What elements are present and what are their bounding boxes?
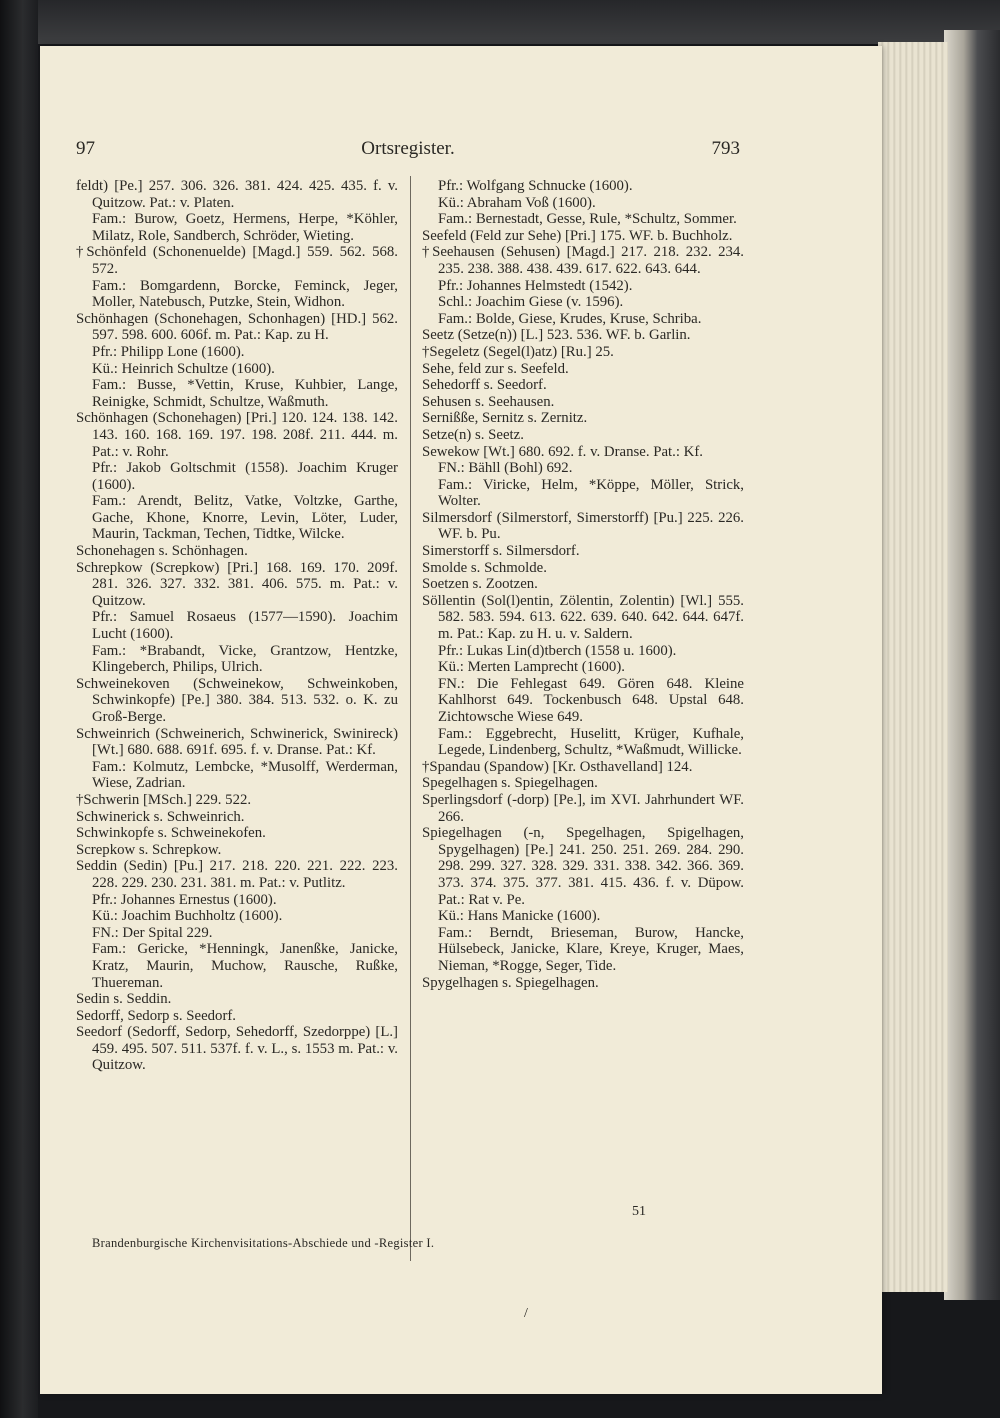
index-subentry: Fam.: Viricke, Helm, *Köppe, Möller, Strick, Wolter.: [438, 476, 744, 510]
book-cover-top: [38, 0, 1000, 44]
index-subentry: Fam.: Kolmutz, Lembcke, *Musolff, Werderman, Wiese, Zadrian.: [92, 758, 398, 792]
index-subentry: Pfr.: Wolfgang Schnucke (1600).: [438, 178, 633, 194]
index-entry: Seedorf (Sedorff, Sedorp, Sehedorff, Szedorppe) [L.] 459. 495. 507. 511. 537f. f. v. L., s. 1553 m. Pat.: v. Quitzow.: [76, 1024, 398, 1074]
index-entry: Seddin (Sedin) [Pu.] 217. 218. 220. 221. 222. 223. 228. 229. 230. 231. 381. m. Pat.: v. Putlitz.: [76, 858, 398, 891]
index-subentry: Fam.: Eggebrecht, Huselitt, Krüger, Kufhale, Legede, Lindenberg, Schultz, *Waßmudt, Willicke.: [438, 725, 744, 759]
right-page-number: 793: [711, 138, 740, 159]
index-entry: Soetzen s. Zootzen.: [422, 576, 538, 593]
index-entry: Schweinekoven (Schweinekow, Schweinkoben, Schwinkopfe) [Pe.] 380. 384. 513. 532. o. K. zu Groß-Berge.: [76, 675, 398, 725]
index-entry: Seefeld (Feld zur Sehe) [Pri.] 175. WF. b. Buchholz.: [422, 227, 733, 244]
index-entry: Simerstorff s. Silmersdorf.: [422, 543, 580, 560]
index-entry: Sedin s. Seddin.: [76, 991, 172, 1008]
book-page: [40, 46, 882, 1394]
index-entry: Schweinrich (Schweinerich, Schwinerick, Swinireck) [Wt.] 680. 688. 691f. 695. f. v. Dranse. Pat.: Kf.: [76, 725, 398, 759]
index-entry: Seetz (Setze(n)) [L.] 523. 536. WF. b. Garlin.: [422, 327, 691, 344]
index-subentry: Pfr.: Jakob Goltschmit (1558). Joachim Kruger (1600).: [92, 460, 398, 493]
index-entry: Silmersdorf (Silmerstorf, Simerstorff) [Pu.] 225. 226. WF. b. Pu.: [422, 509, 744, 543]
index-subentry: Fam.: Arendt, Belitz, Vatke, Voltzke, Garthe, Gache, Khone, Knorre, Levin, Löter, Luder, Maurin, Tackman, Techen, Tidtke, Wilcke.: [92, 493, 398, 543]
index-entry: Sewekow [Wt.] 680. 692. f. v. Dranse. Pat.: Kf.: [422, 443, 703, 460]
index-subentry: Kü.: Heinrich Schultze (1600).: [92, 360, 275, 377]
index-subentry: Fam.: Bomgardenn, Borcke, Feminck, Jeger, Moller, Natebusch, Putzke, Stein, Widhon.: [92, 277, 398, 311]
index-subentry: Schl.: Joachim Giese (v. 1596).: [438, 294, 624, 311]
left-column: [76, 178, 398, 1074]
index-entry: Sernißße, Sernitz s. Zernitz.: [422, 410, 588, 427]
index-subentry: Pfr.: Lukas Lin(d)tberch (1558 u. 1600).: [438, 642, 677, 659]
index-subentry: FN.: Bähll (Bohl) 692.: [438, 460, 573, 477]
index-subentry: Fam.: Bolde, Giese, Krudes, Kruse, Schriba.: [438, 310, 702, 327]
running-header: [76, 138, 740, 164]
index-entry: Smolde s. Schmolde.: [422, 559, 547, 576]
index-subentry: Kü.: Merten Lamprecht (1600).: [438, 659, 625, 676]
index-entry: Sehusen s. Seehausen.: [422, 393, 555, 410]
book-cover-right: [944, 30, 1000, 1300]
index-entry: Schönhagen (Schonehagen, Schonhagen) [HD.] 562. 597. 598. 600. 606f. m. Pat.: Kap. zu H.: [76, 310, 398, 344]
index-subentry: Fam.: Bernestadt, Gesse, Rule, *Schultz, Sommer.: [438, 211, 737, 228]
index-entry: Schonehagen s. Schönhagen.: [76, 543, 248, 560]
index-subentry: Fam.: Busse, *Vettin, Kruse, Kuhbier, Lange, Reinigke, Schmidt, Schultze, Waßmuth.: [92, 377, 398, 410]
footer-note: Brandenburgische Kirchenvisitations-Abschiede und -Register I.: [92, 1236, 435, 1250]
index-subentry: Fam.: Gericke, *Henningk, Janenßke, Janicke, Kratz, Maurin, Muchow, Rausche, Rußke, Thuereman.: [92, 941, 398, 991]
index-entry: †Schönfeld (Schonenuelde) [Magd.] 559. 562. 568. 572.: [76, 244, 398, 277]
index-subentry: Pfr.: Johannes Ernestus (1600).: [92, 891, 277, 908]
book-cover-left: [0, 0, 38, 1418]
index-subentry: Kü.: Joachim Buchholtz (1600).: [92, 908, 283, 925]
index-entry: †Schwerin [MSch.] 229. 522.: [76, 791, 252, 808]
index-entry: Schrepkow (Screpkow) [Pri.] 168. 169. 170. 209f. 281. 326. 327. 332. 381. 406. 575. m. Pat.: v. Quitzow.: [76, 559, 398, 609]
index-entry: Spygelhagen s. Spiegelhagen.: [422, 974, 599, 991]
index-entry: Schwinkopfe s. Schweinekofen.: [76, 825, 266, 842]
index-subentry: Fam.: Berndt, Brieseman, Burow, Hancke, Hülsebeck, Janicke, Klare, Kreye, Kruger, Maes, Nieman, *Rogge, Seger, Tide.: [438, 924, 744, 974]
index-entry: Sperlingsdorf (-dorp) [Pe.], im XVI. Jahrhundert WF. 266.: [422, 791, 744, 825]
index-entry: Setze(n) s. Seetz.: [422, 426, 524, 443]
index-subentry: Pfr.: Johannes Helmstedt (1542).: [438, 277, 633, 294]
signature-mark: 51: [632, 1204, 646, 1219]
index-entry: Spegelhagen s. Spiegelhagen.: [422, 775, 598, 792]
stray-mark: /: [524, 1306, 528, 1321]
left-page-number: 97: [76, 138, 95, 159]
index-subentry: FN.: Die Fehlegast 649. Gören 648. Kleine Kahlhorst 649. Tockenbusch 648. Upstal 648. Zichtowsche Wiese 649.: [438, 675, 744, 725]
index-entry: Söllentin (Sol(l)entin, Zölentin, Zolentin) [Wl.] 555. 582. 583. 594. 613. 622. 639. 640. 642. 644. 647f. m. Pat.: Kap. zu H. u. v. Saldern.: [422, 592, 744, 643]
running-title: Ortsregister.: [361, 138, 455, 159]
index-entry: Sehedorff s. Seedorf.: [422, 377, 547, 394]
index-entry: Schwinerick s. Schweinrich.: [76, 808, 245, 825]
index-entry: †Segeletz (Segel(l)atz) [Ru.] 25.: [422, 343, 614, 360]
index-entry: Sedorff, Sedorp s. Seedorf.: [76, 1007, 236, 1024]
index-subentry: Pfr.: Samuel Rosaeus (1577—1590). Joachim Lucht (1600).: [92, 609, 398, 643]
index-subentry: Fam.: Burow, Goetz, Hermens, Herpe, *Köhler, Milatz, Role, Sandberch, Schröder, Wieting.: [92, 211, 398, 244]
column-rule: [410, 176, 411, 1261]
index-entry: feldt) [Pe.] 257. 306. 326. 381. 424. 425. 435. f. v. Quitzow. Pat.: v. Platen.: [76, 178, 398, 211]
index-entry: Schönhagen (Schonehagen) [Pri.] 120. 124. 138. 142. 143. 160. 168. 169. 197. 198. 208f. 211. 444. m. Pat.: v. Rohr.: [76, 410, 398, 460]
index-entry: †Seehausen (Sehusen) [Magd.] 217. 218. 232. 234. 235. 238. 388. 438. 439. 617. 622. 643. 644.: [422, 244, 744, 277]
index-subentry: Pfr.: Philipp Lone (1600).: [92, 343, 245, 360]
index-entry: Spiegelhagen (-n, Spegelhagen, Spigelhagen, Spygelhagen) [Pe.] 241. 250. 251. 269. 284. 290. 298. 299. 327. 328. 329. 331. 338. 342. 366. 369. 373. 374. 375. 377. 381. 415. 436. f. v. Düpow. Pat.: Rat v. Pe.: [422, 825, 744, 908]
page-edges: [878, 42, 948, 1292]
index-subentry: Kü.: Abraham Voß (1600).: [438, 194, 596, 211]
right-column: [422, 178, 744, 991]
index-entry: †Spandau (Spandow) [Kr. Osthavelland] 124.: [422, 758, 693, 775]
index-entry: Sehe, feld zur s. Seefeld.: [422, 360, 569, 377]
index-subentry: FN.: Der Spital 229.: [92, 924, 213, 941]
index-subentry: Kü.: Hans Manicke (1600).: [438, 908, 601, 925]
index-entry: Screpkow s. Schrepkow.: [76, 841, 222, 858]
index-subentry: Fam.: *Brabandt, Vicke, Grantzow, Hentzke, Klingeberch, Philips, Ulrich.: [92, 642, 398, 676]
